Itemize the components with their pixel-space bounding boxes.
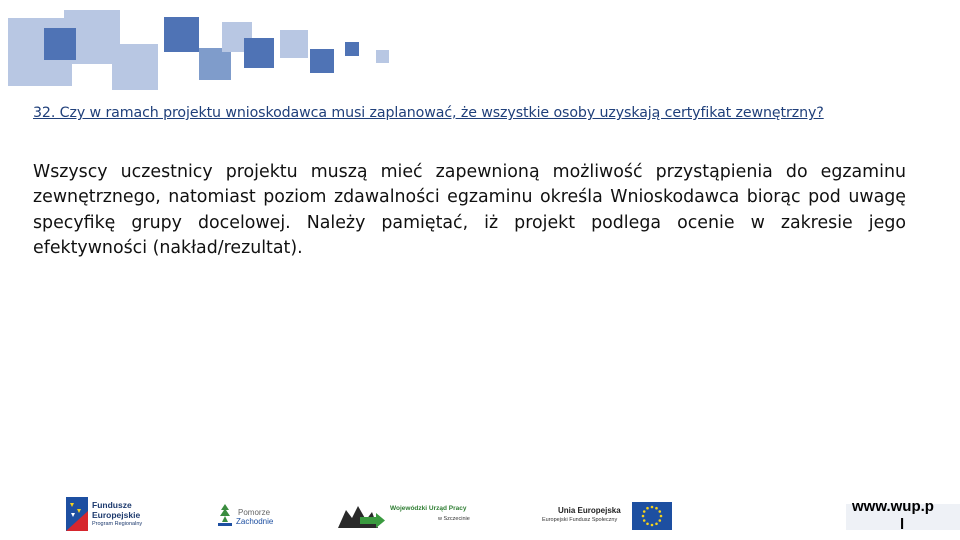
- square: [44, 28, 76, 60]
- fe-line3: Program Regionalny: [92, 521, 143, 527]
- website-url[interactable]: www.wup.p: [852, 498, 934, 515]
- fe-line2: Europejskie: [92, 510, 141, 520]
- square: [244, 38, 274, 68]
- question-heading: 32. Czy w ramach projektu wnioskodawca musi zaplanować, że wszystkie osoby uzyskają certyfikat zewnętrzny?: [33, 105, 824, 121]
- pomorze-emblem-icon: [216, 502, 234, 528]
- fe-emblem-icon: [66, 497, 88, 531]
- answer-paragraph: Wszyscy uczestnicy projektu muszą mieć zapewnioną możliwość przystąpienia do egzaminu zewnętrznego, natomiast poziom zdawalności egzaminu określa Wnioskodawca biorąc pod uwagę specyfikę grupy docelowej. Należy pamiętać, iż projekt podlega ocenie w zakresie jego efektywności (nakład/rezultat).: [33, 162, 906, 258]
- ue-line1: Unia Europejska: [558, 506, 621, 515]
- website-url-tail[interactable]: l: [900, 516, 905, 533]
- pomorze-line1: Pomorze: [238, 508, 271, 517]
- pomorze-zachodnie-logo: [216, 502, 286, 532]
- fundusze-europejskie-logo: [66, 497, 166, 533]
- square: [310, 49, 334, 73]
- pomorze-line2: Zachodnie: [236, 517, 274, 526]
- unia-europejska-logo: [540, 500, 675, 532]
- square: [164, 17, 199, 52]
- wup-line1: Wojewódzki Urząd Pracy: [390, 505, 467, 512]
- square: [376, 50, 389, 63]
- square: [280, 30, 308, 58]
- wup-szczecin-logo: [338, 500, 483, 532]
- ue-line2: Europejski Fundusz Społeczny: [542, 517, 618, 523]
- eu-flag-icon: [632, 502, 672, 530]
- square: [199, 48, 231, 80]
- logos-bar: [0, 490, 960, 540]
- square: [112, 44, 158, 90]
- wup-line2: w Szczecinie: [438, 516, 470, 522]
- square: [345, 42, 359, 56]
- fe-line1: Fundusze: [92, 500, 132, 510]
- wup-emblem-icon: [338, 500, 386, 530]
